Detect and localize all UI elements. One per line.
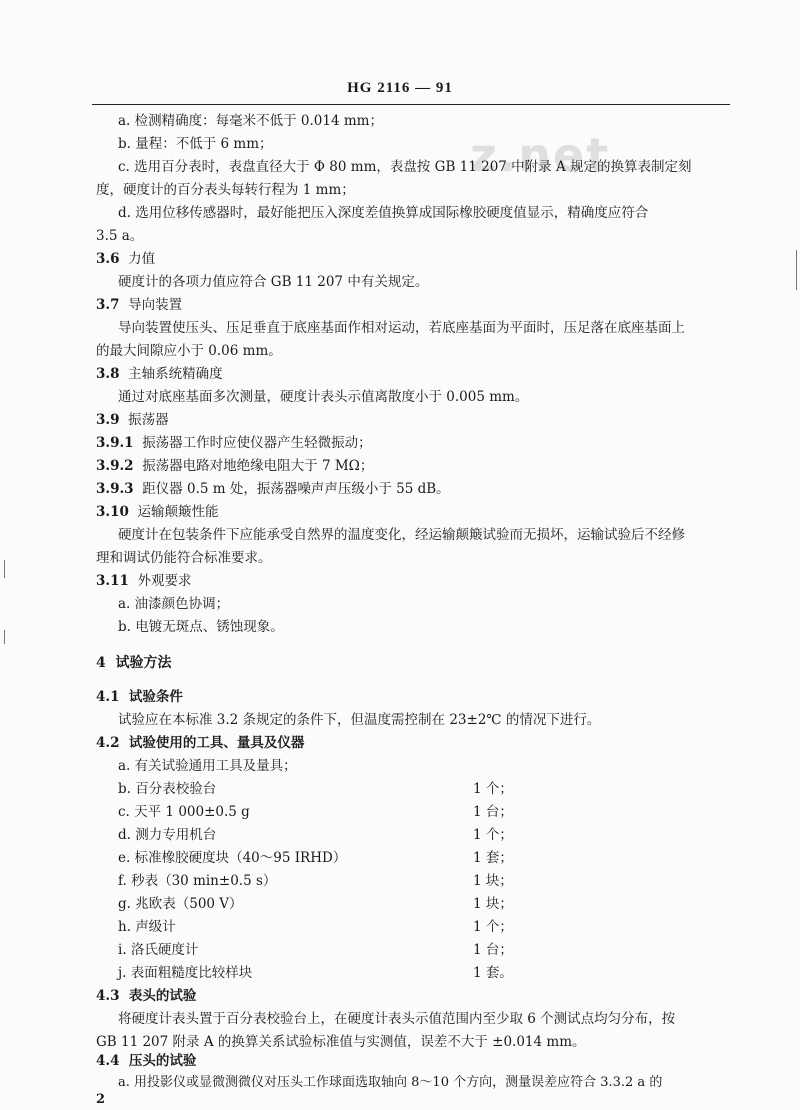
list-item-b: b. 电镀无斑点、锈蚀现象。 xyxy=(118,619,284,635)
equipment-row: i. 洛氏硬度计 1 台； xyxy=(118,942,513,958)
paragraph-cont: 理和调试仍能符合标准要求。 xyxy=(96,550,272,566)
paragraph: 导向装置使压头、压足垂直于底座基面作相对运动，若底座基面为平面时，压足落在底座基面上 xyxy=(118,320,685,336)
equipment-row: f. 秒表（30 min±0.5 s） 1 块； xyxy=(118,873,513,889)
equipment-row: c. 天平 1 000±0.5 g 1 台； xyxy=(118,804,513,820)
page-number: 2 xyxy=(96,1092,106,1107)
paragraph: 硬度计在包装条件下应能承受自然界的温度变化，经运输颠簸试验而无损坏，运输试验后不经修 xyxy=(118,527,685,543)
list-item-c: c. 选用百分表时，表盘直径大于 Φ 80 mm，表盘按 GB 11 207 中附录 A 规定的换算表制定刻 xyxy=(118,159,692,175)
section-heading: 4.3 表头的试验 xyxy=(96,988,197,1004)
equipment-row: h. 声级计 1 个； xyxy=(118,919,513,935)
list-item-a: a. 有关试验通用工具及量具； xyxy=(118,758,297,774)
scan-mark xyxy=(796,250,797,290)
section-heading: 4.4 压头的试验 xyxy=(96,1053,197,1069)
equipment-row: g. 兆欧表（500 V） 1 块； xyxy=(118,896,513,912)
list-item-a: a. 用投影仪或显微测微仪对压头工作球面选取轴向 8～10 个方向，测量误差应符合 3.3.2 a 的 xyxy=(118,1075,663,1090)
subsection: 3.9.1 振荡器工作时应使仪器产生轻微振动； xyxy=(96,435,372,451)
section-heading: 3.7 导向装置 xyxy=(96,297,183,313)
list-item-a: a. 油漆颜色协调； xyxy=(118,596,230,612)
chapter-heading: 4 试验方法 xyxy=(96,655,172,671)
scan-mark xyxy=(4,560,5,578)
equipment-row: d. 测力专用机台 1 个； xyxy=(118,827,513,843)
paragraph: 通过对底座基面多次测量，硬度计表头示值离散度小于 0.005 mm。 xyxy=(118,389,529,405)
section-heading: 3.10 运输颠簸性能 xyxy=(96,504,219,520)
equipment-row: e. 标准橡胶硬度块（40～95 IRHD） 1 套； xyxy=(118,850,513,866)
watermark: z.net xyxy=(470,128,611,182)
section-heading: 4.2 试验使用的工具、量具及仪器 xyxy=(96,735,305,751)
section-heading: 3.6 力值 xyxy=(96,251,156,267)
section-heading: 4.1 试验条件 xyxy=(96,689,183,705)
section-heading: 3.8 主轴系统精确度 xyxy=(96,366,223,382)
section-heading: 3.11 外观要求 xyxy=(96,573,192,589)
page-header: HG 2116 — 91 xyxy=(347,80,453,96)
list-item-d-cont: 3.5 a。 xyxy=(96,228,144,244)
paragraph-cont: 的最大间隙应小于 0.06 mm。 xyxy=(96,343,282,359)
list-item-c-cont: 度，硬度计的百分表头每转行程为 1 mm； xyxy=(96,182,355,198)
subsection: 3.9.3 距仪器 0.5 m 处，振荡器噪声声压级小于 55 dB。 xyxy=(96,481,450,497)
subsection: 3.9.2 振荡器电路对地绝缘电阻大于 7 MΩ； xyxy=(96,458,374,474)
paragraph-cont: GB 11 207 附录 A 的换算关系试验标准值与实测值，误差不大于 ±0.014 mm。 xyxy=(96,1034,586,1050)
equipment-row: b. 百分表校验台 1 个； xyxy=(118,781,513,797)
paragraph: 将硬度计表头置于百分表校验台上，在硬度计表头示值范围内至少取 6 个测试点均匀分布，按 xyxy=(118,1011,676,1027)
paragraph: 硬度计的各项力值应符合 GB 11 207 中有关规定。 xyxy=(118,274,429,290)
list-item-a: a. 检测精确度：每毫米不低于 0.014 mm； xyxy=(118,113,383,129)
paragraph: 试验应在本标准 3.2 条规定的条件下，但温度需控制在 23±2℃ 的情况下进行。 xyxy=(118,712,601,728)
header-rule xyxy=(92,104,730,105)
list-item-d: d. 选用位移传感器时，最好能把压入深度差值换算成国际橡胶硬度值显示，精确度应符合 xyxy=(118,205,649,221)
scan-mark xyxy=(4,630,5,644)
section-heading: 3.9 振荡器 xyxy=(96,412,169,428)
list-item-b: b. 量程：不低于 6 mm； xyxy=(118,136,273,152)
equipment-row: j. 表面粗糙度比较样块 1 套。 xyxy=(118,965,513,981)
